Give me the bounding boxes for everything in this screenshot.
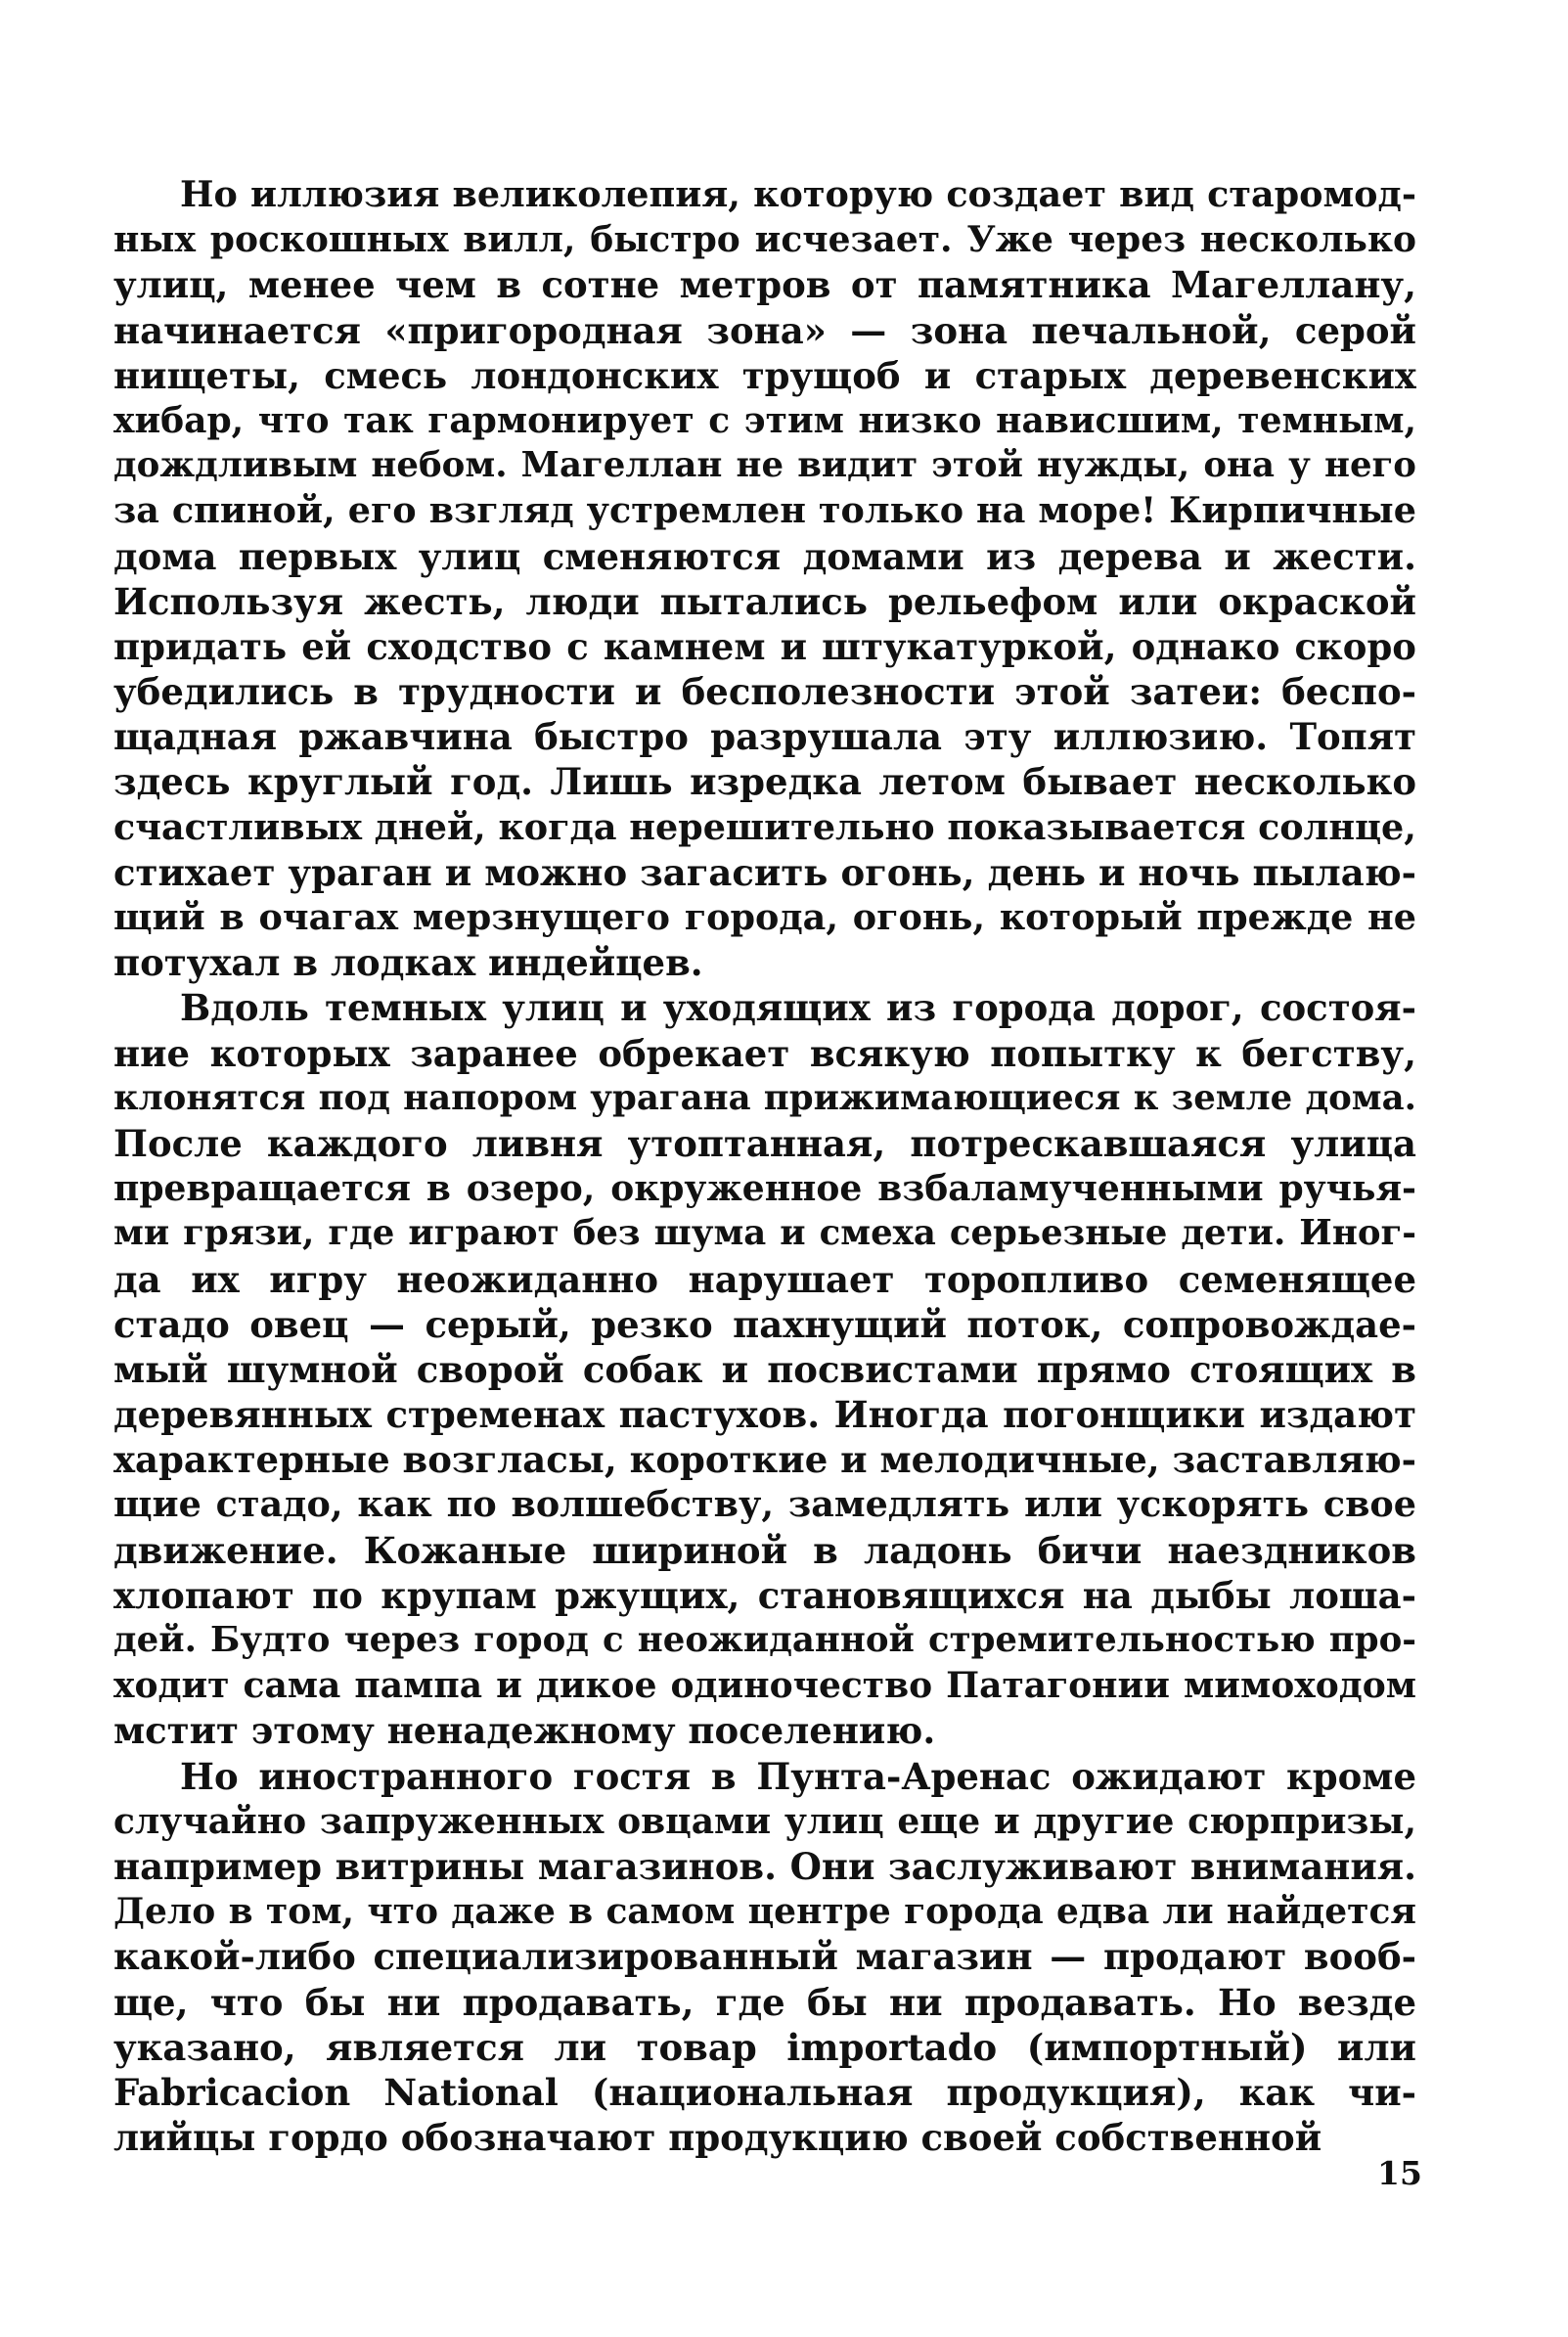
text-line: здесь круглый год. Лишь изредка летом бывает несколько <box>113 760 1416 804</box>
text-line: деревянных стременах пастухов. Иногда погонщики издают <box>113 1393 1416 1437</box>
text-line: характерные возгласы, короткие и мелодичные, заставляю- <box>113 1438 1416 1482</box>
paragraph <box>113 985 1416 1753</box>
text-line: Дело в том, что даже в самом центре города едва ли найдется <box>113 1891 1416 1933</box>
text-line: Вдоль темных улиц и уходящих из города дорог, состоя- <box>180 986 1416 1030</box>
text-line: мый шумной сворой собак и посвистами прямо стоящих в <box>113 1347 1416 1391</box>
text-line: щие стадо, как по волшебству, замедлять или ускорять свое <box>113 1483 1416 1526</box>
text-line: клонятся под напором урагана прижимающиеся к земле дома. <box>113 1077 1416 1118</box>
text-line: ще, что бы ни продавать, где бы ни продавать. Но везде <box>113 1980 1416 2024</box>
text-line: стадо овец — серый, резко пахнущий поток, сопровождае- <box>113 1302 1416 1346</box>
text-line: например витрины магазинов. Они заслуживают внимания. <box>113 1844 1416 1888</box>
text-line: ных роскошных вилл, быстро исчезает. Уже через несколько <box>113 219 1416 261</box>
text-line: щий в очагах мерзнущего города, огонь, который прежде не <box>113 896 1416 938</box>
text-line: улиц, менее чем в сотне метров от памятника Магеллану, <box>113 263 1416 307</box>
text-line: Но иностранного гостя в Пунта-Аренас ожидают кроме <box>180 1754 1416 1798</box>
text-line: ми грязи, где играют без шума и смеха серьезные дети. Иног- <box>113 1213 1416 1254</box>
text-line: превращается в озеро, окруженное взбаламученными ручья- <box>113 1168 1416 1210</box>
text-line: щадная ржавчина быстро разрушала эту иллюзию. Топят <box>113 715 1416 759</box>
paragraph <box>113 172 1416 985</box>
text-line: Fabricacion National (национальная продукция), как чи- <box>113 2070 1416 2114</box>
text-line: ние которых заранее обрекает всякую попытку к бегству, <box>113 1031 1416 1075</box>
text-line: счастливых дней, когда нерешительно показывается солнце, <box>113 805 1416 848</box>
text-line: Но иллюзия великолепия, которую создает вид старомод- <box>180 173 1416 215</box>
text-line: да их игру неожиданно нарушает торопливо семенящее <box>113 1257 1416 1301</box>
text-line: хибар, что так гармонирует с этим низко нависшим, темным, <box>113 399 1416 441</box>
body-text <box>113 172 1416 2160</box>
text-line: убедились в трудности и бесполезности этой затеи: беспо- <box>113 670 1416 714</box>
paragraph <box>113 1754 1416 2161</box>
text-line: дома первых улиц сменяются домами из дерева и жести. <box>113 534 1416 578</box>
text-line: мстит этому ненадежному поселению. <box>113 1709 936 1753</box>
text-line: Используя жесть, люди пытались рельефом или окраской <box>113 579 1416 623</box>
text-line: стихает ураган и можно загасить огонь, день и ночь пылаю- <box>113 850 1416 894</box>
text-line: лийцы гордо обозначают продукцию своей собственной <box>113 2116 1322 2160</box>
text-line: какой-либо специализированный магазин — продают вооб- <box>113 1935 1416 1979</box>
text-line: После каждого ливня утоптанная, потрескавшаяся улица <box>113 1121 1416 1165</box>
text-line: дождливым небом. Магеллан не видит этой нужды, она у него <box>113 445 1416 486</box>
text-line: дей. Будто через город с неожиданной стремительностью про- <box>113 1620 1416 1660</box>
text-line: указано, является ли товар importado (импортный) или <box>113 2025 1416 2069</box>
text-line: ходит сама пампа и дикое одиночество Патагонии мимоходом <box>113 1665 1416 1707</box>
text-line: случайно запруженных овцами улиц еще и другие сюрпризы, <box>113 1800 1416 1842</box>
text-line: придать ей сходство с камнем и штукатуркой, однако скоро <box>113 624 1416 668</box>
text-line: начинается «пригородная зона» — зона печальной, серой <box>113 308 1416 352</box>
text-line: хлопают по крупам ржущих, становящихся на дыбы лоша- <box>113 1573 1416 1617</box>
text-line: за спиной, его взгляд устремлен только на море! Кирпичные <box>113 489 1416 532</box>
text-line: потухал в лодках индейцев. <box>113 941 703 985</box>
text-line: движение. Кожаные шириной в ладонь бичи наездников <box>113 1528 1416 1572</box>
page-number: 15 <box>1377 2154 1422 2192</box>
text-line: нищеты, смесь лондонских трущоб и старых деревенских <box>113 353 1416 397</box>
